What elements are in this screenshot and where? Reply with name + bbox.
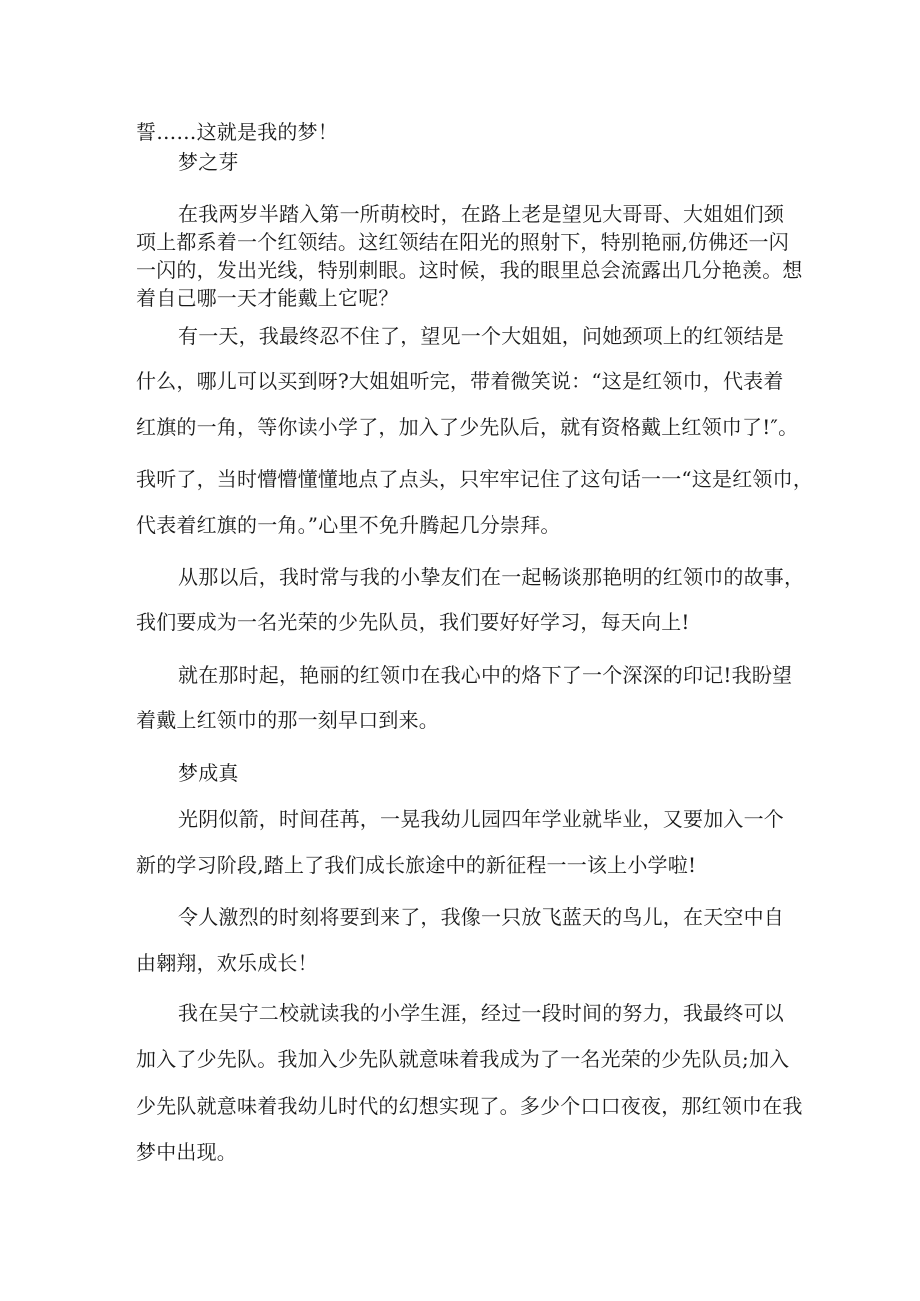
text-line: 一闪的，发出光线，特别刺眼。这时候，我的眼里总会流露出几分艳羡。想 [136, 258, 803, 282]
text-line: 着戴上红领巾的那一刻早口到来。 [136, 708, 439, 732]
text-line: 在我两岁半踏入第一所萌校时，在路上老是望见大哥哥、大姐姐们颈 [178, 202, 784, 226]
text-line: 少先队就意味着我幼儿时代的幻想实现了。多少个口口夜夜，那红领巾在我 [136, 1094, 803, 1118]
text-line: 我听了，当时懵懵懂懂地点了点头，只牢牢记住了这句话一一“这是红领巾， [136, 467, 814, 491]
text-line: 誓……这就是我的梦！ [136, 120, 338, 144]
text-line: 由翱翔，欢乐成长！ [136, 951, 318, 975]
text-line: 代表着红旗的一角。”心里不免升腾起几分崇拜。 [136, 513, 561, 537]
text-line: 光阴似箭，时间荏苒，一晃我幼儿园四年学业就毕业，又要加入一个 [178, 807, 784, 831]
text-line: 有一天，我最终忍不住了，望见一个大姐姐，问她颈项上的红领结是 [178, 324, 784, 348]
text-line: 我在吴宁二校就读我的小学生涯，经过一段时间的努力，我最终可以 [178, 1001, 784, 1025]
section-heading: 梦之芽 [178, 150, 239, 174]
section-heading: 梦成真 [178, 761, 239, 785]
text-line: 令人激烈的时刻将要到来了，我像一只放飞蓝天的鸟儿，在天空中自 [178, 905, 784, 929]
text-line: 项上都系着一个红领结。这红领结在阳光的照射下，特别艳丽,仿佛还一闪 [136, 230, 789, 254]
text-line: 梦中出现。 [136, 1140, 237, 1164]
text-line: 就在那时起，艳丽的红领巾在我心中的烙下了一个深深的印记!我盼望 [178, 663, 793, 687]
text-line: 什么，哪儿可以买到呀?大姐姐听完，带着微笑说：“这是红领巾，代表着 [136, 369, 784, 393]
text-line: 我们要成为一名光荣的少先队员，我们要好好学习，每天向上! [136, 610, 690, 634]
text-line: 新的学习阶段,踏上了我们成长旅途中的新征程一一该上小学啦! [136, 853, 697, 877]
text-line: 加入了少先队。我加入少先队就意味着我成为了一名光荣的少先队员;加入 [136, 1047, 790, 1071]
text-line: 从那以后，我时常与我的小挚友们在一起畅谈那艳明的红领巾的故事， [178, 565, 805, 589]
text-line: 着自己哪一天才能戴上它呢？ [136, 286, 399, 310]
text-line: 红旗的一角，等你读小学了，加入了少先队后，就有资格戴上红领巾了!″。 [136, 415, 799, 439]
